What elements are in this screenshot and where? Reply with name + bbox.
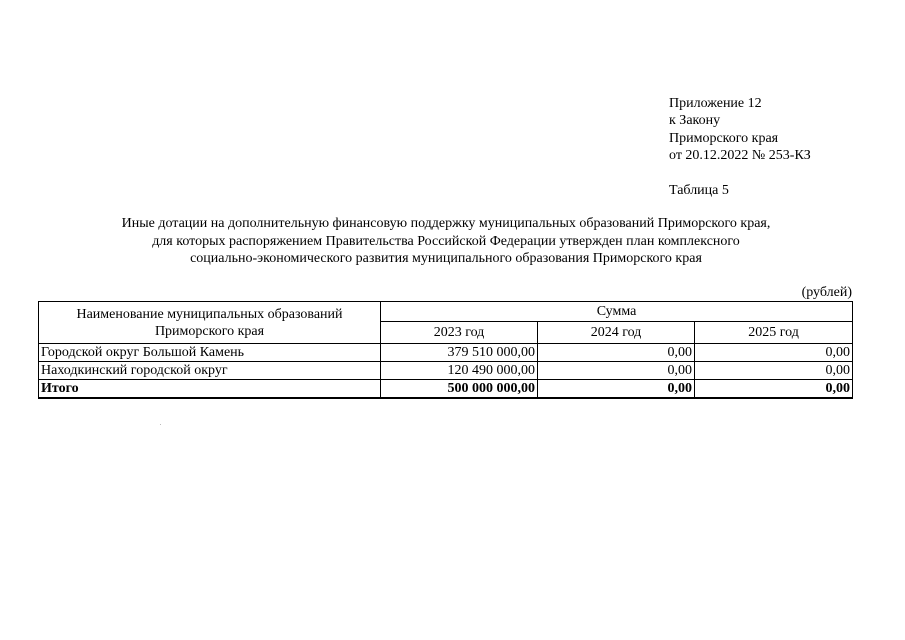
appendix-line: от 20.12.2022 № 253-КЗ <box>669 147 811 163</box>
amount-cell: 120 490 000,00 <box>381 362 538 380</box>
table-total-row <box>39 380 853 399</box>
table-row <box>39 344 853 362</box>
data-table <box>38 301 853 399</box>
amount-cell: 0,00 <box>538 362 695 380</box>
header-name-line: Наименование муниципальных образований <box>76 306 343 322</box>
table-label: Таблица 5 <box>669 183 729 198</box>
municipality-name-cell: Находкинский городской округ <box>39 362 381 380</box>
total-amount-cell: 0,00 <box>695 380 853 399</box>
header-sum-cell: Сумма <box>381 302 853 322</box>
amount-cell: 0,00 <box>695 362 853 380</box>
amount-cell: 0,00 <box>538 344 695 362</box>
header-name-line: Приморского края <box>154 323 265 339</box>
appendix-line: Приморского края <box>669 130 779 146</box>
table-header-row <box>39 302 853 322</box>
total-name-cell: Итого <box>39 380 381 399</box>
units-label: (рублей) <box>801 285 852 300</box>
title-line: для которых распоряжением Правительства Российской Федерации утвержден план комплексного <box>152 233 740 249</box>
table-row <box>39 362 853 380</box>
header-year-cell: 2023 год <box>381 322 538 344</box>
appendix-line: Приложение 12 <box>669 96 762 111</box>
amount-cell: 0,00 <box>695 344 853 362</box>
total-amount-cell: 500 000 000,00 <box>381 380 538 399</box>
header-year-cell: 2025 год <box>695 322 853 344</box>
municipality-name-cell: Городской округ Большой Камень <box>39 344 381 362</box>
title-line: Иные дотации на дополнительную финансовую поддержку муниципальных образований Приморского края, <box>121 216 771 231</box>
document-title <box>40 215 852 268</box>
appendix-block <box>669 95 811 164</box>
amount-cell: 379 510 000,00 <box>381 344 538 362</box>
header-year-cell: 2024 год <box>538 322 695 344</box>
total-amount-cell: 0,00 <box>538 380 695 399</box>
header-name-cell <box>39 302 381 344</box>
title-line: социально-экономического развития муниципального образования Приморского края <box>190 251 702 266</box>
scan-speck <box>160 424 161 425</box>
appendix-line: к Закону <box>669 113 721 129</box>
